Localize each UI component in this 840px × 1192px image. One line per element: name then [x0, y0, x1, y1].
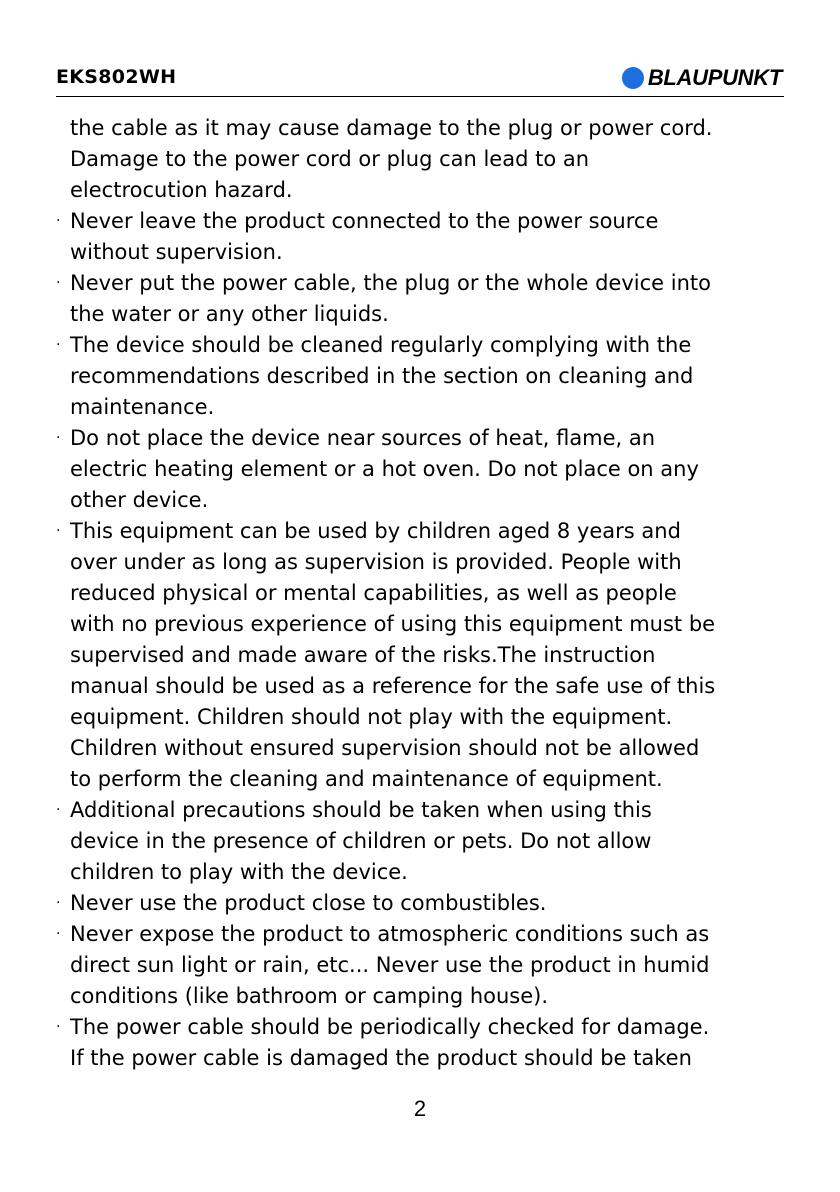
bullet-line — [56, 919, 786, 950]
line-text: Damage to the power cord or plug can lead to an — [70, 147, 590, 171]
bullet-line — [56, 206, 786, 237]
bullet-icon: · — [56, 802, 61, 818]
text-line — [56, 733, 786, 764]
line-text: device in the presence of children or pets. Do not allow — [70, 829, 652, 853]
line-text: Never put the power cable, the plug or the whole device into — [70, 271, 711, 295]
text-line — [56, 299, 786, 330]
text-line — [56, 702, 786, 733]
bullet-icon: · — [56, 523, 61, 539]
text-line — [56, 454, 786, 485]
line-text: Never leave the product connected to the power source — [70, 209, 659, 233]
line-text: children to play with the device. — [70, 860, 408, 884]
text-line — [56, 609, 786, 640]
line-text: Never expose the product to atmospheric conditions such as — [70, 922, 710, 946]
line-text: This equipment can be used by children aged 8 years and — [70, 519, 681, 543]
line-text: Never use the product close to combustibles. — [70, 891, 547, 915]
line-text: The power cable should be periodically checked for damage. — [70, 1015, 710, 1039]
line-text: equipment. Children should not play with the equipment. — [70, 705, 673, 729]
text-line — [56, 144, 786, 175]
text-line — [56, 361, 786, 392]
bullet-icon: · — [56, 213, 61, 229]
line-text: conditions (like bathroom or camping house). — [70, 984, 549, 1008]
line-text: maintenance. — [70, 395, 215, 419]
text-line — [56, 237, 786, 268]
line-text: electrocution hazard. — [70, 178, 293, 202]
line-text: If the power cable is damaged the product should be taken — [70, 1046, 692, 1070]
text-line — [56, 1043, 786, 1074]
line-text: other device. — [70, 488, 209, 512]
text-line — [56, 578, 786, 609]
bullet-icon: · — [56, 1019, 61, 1035]
bullet-line — [56, 516, 786, 547]
bullet-icon: · — [56, 275, 61, 291]
line-text: without supervision. — [70, 240, 283, 264]
page-header — [56, 62, 784, 96]
line-text: over under as long as supervision is provided. People with — [70, 550, 682, 574]
line-text: the cable as it may cause damage to the plug or power cord. — [70, 116, 713, 140]
bullet-icon: · — [56, 337, 61, 353]
text-line — [56, 950, 786, 981]
bullet-line — [56, 795, 786, 826]
line-text: electric heating element or a hot oven. Do not place on any — [70, 457, 699, 481]
line-text: the water or any other liquids. — [70, 302, 389, 326]
line-text: to perform the cleaning and maintenance of equipment. — [70, 767, 663, 791]
line-text: manual should be used as a reference for the safe use of this — [70, 674, 716, 698]
header-divider — [56, 96, 784, 97]
brand-name: BLAUPUNKT — [647, 65, 782, 90]
line-text: reduced physical or mental capabilities, as well as people — [70, 581, 677, 605]
line-text: The device should be cleaned regularly complying with the — [70, 333, 692, 357]
bullet-icon: · — [56, 430, 61, 446]
line-text: Additional precautions should be taken when using this — [70, 798, 652, 822]
bullet-line — [56, 888, 786, 919]
bullet-line — [56, 268, 786, 299]
page-number: 2 — [413, 1096, 427, 1121]
text-line — [56, 392, 786, 423]
text-line — [56, 547, 786, 578]
text-line — [56, 981, 786, 1012]
brand-dot-icon — [622, 67, 644, 89]
bullet-line — [56, 330, 786, 361]
line-text: with no previous experience of using this equipment must be — [70, 612, 716, 636]
text-line — [56, 764, 786, 795]
bullet-line — [56, 1012, 786, 1043]
model-number: EKS802WH — [56, 66, 177, 88]
bullet-icon: · — [56, 895, 61, 911]
line-text: Children without ensured supervision should not be allowed — [70, 736, 700, 760]
line-text: recommendations described in the section on cleaning and — [70, 364, 694, 388]
text-line — [56, 175, 786, 206]
safety-instructions — [56, 113, 786, 1074]
bullet-line — [56, 423, 786, 454]
text-line — [56, 113, 786, 144]
text-line — [56, 826, 786, 857]
line-text: supervised and made aware of the risks.The instruction — [70, 643, 656, 667]
line-text: direct sun light or rain, etc... Never use the product in humid — [70, 953, 710, 977]
text-line — [56, 485, 786, 516]
text-line — [56, 671, 786, 702]
text-line — [56, 640, 786, 671]
line-text: Do not place the device near sources of heat, flame, an — [70, 426, 656, 450]
text-line — [56, 857, 786, 888]
brand-logo — [622, 65, 782, 91]
bullet-icon: · — [56, 926, 61, 942]
